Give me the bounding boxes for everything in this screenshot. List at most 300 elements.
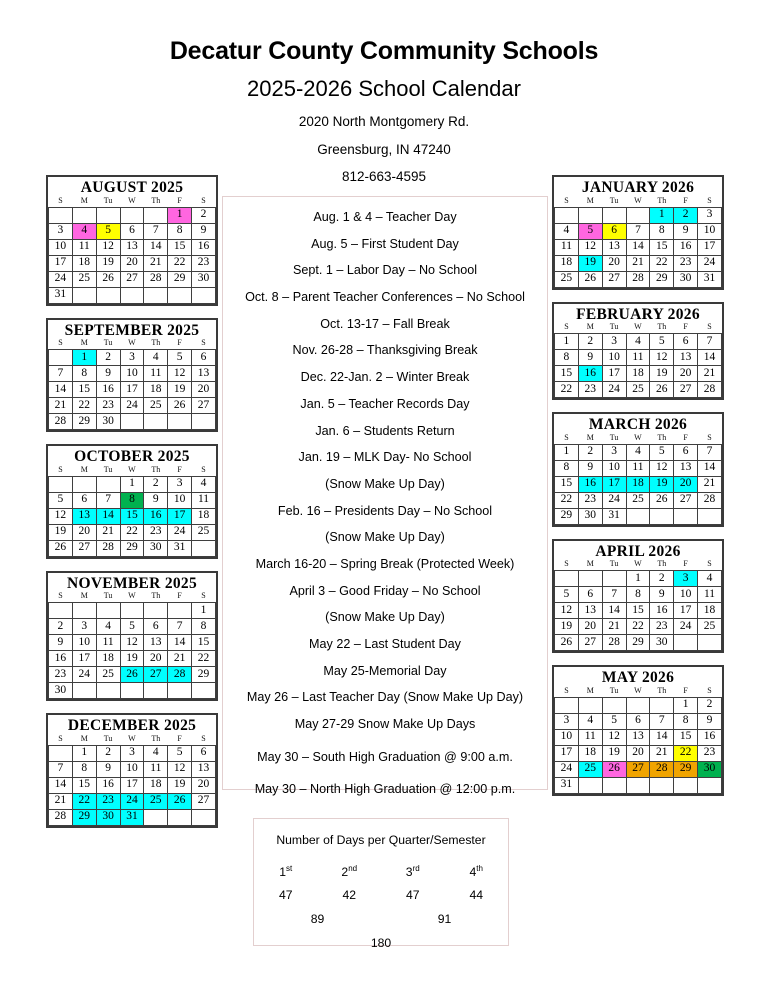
day-cell[interactable]: 7	[698, 444, 722, 460]
day-cell[interactable]: 7	[168, 619, 192, 635]
day-cell[interactable]: 16	[650, 603, 674, 619]
day-cell[interactable]: 25	[626, 492, 650, 508]
day-cell[interactable]: 28	[698, 382, 722, 398]
day-cell[interactable]: 28	[49, 414, 73, 430]
day-cell[interactable]: 25	[72, 271, 96, 287]
day-cell[interactable]: 12	[49, 508, 73, 524]
day-cell-highlight-orange[interactable]: 28	[650, 761, 674, 777]
day-cell[interactable]: 12	[650, 350, 674, 366]
day-cell[interactable]: 6	[674, 334, 698, 350]
day-cell[interactable]: 5	[168, 745, 192, 761]
day-cell[interactable]: 4	[192, 476, 216, 492]
day-cell[interactable]: 1	[192, 603, 216, 619]
day-cell[interactable]: 12	[555, 603, 579, 619]
day-cell[interactable]: 20	[192, 777, 216, 793]
day-cell-highlight-cyan[interactable]: 1	[650, 207, 674, 223]
day-cell-highlight-cyan[interactable]: 28	[168, 667, 192, 683]
day-cell[interactable]: 3	[120, 350, 144, 366]
day-cell[interactable]: 14	[626, 239, 650, 255]
day-cell[interactable]: 26	[49, 540, 73, 556]
day-cell[interactable]: 9	[144, 492, 168, 508]
day-cell[interactable]: 15	[72, 777, 96, 793]
day-cell-highlight-cyan[interactable]: 23	[96, 793, 120, 809]
day-cell[interactable]: 29	[626, 635, 650, 651]
day-cell[interactable]: 22	[555, 492, 579, 508]
day-cell-highlight-green[interactable]: 30	[698, 761, 722, 777]
day-cell[interactable]: 11	[96, 635, 120, 651]
day-cell-highlight-cyan[interactable]: 16	[578, 476, 602, 492]
day-cell[interactable]: 7	[96, 492, 120, 508]
day-cell-highlight-cyan[interactable]: 19	[578, 255, 602, 271]
day-cell[interactable]: 12	[578, 239, 602, 255]
day-cell[interactable]: 31	[555, 777, 579, 793]
day-cell[interactable]: 7	[650, 713, 674, 729]
day-cell[interactable]: 13	[192, 761, 216, 777]
day-cell[interactable]: 7	[49, 366, 73, 382]
day-cell[interactable]: 1	[626, 571, 650, 587]
day-cell[interactable]: 11	[626, 460, 650, 476]
day-cell[interactable]: 3	[120, 745, 144, 761]
day-cell[interactable]: 22	[168, 255, 192, 271]
day-cell[interactable]: 29	[168, 271, 192, 287]
day-cell[interactable]: 4	[578, 713, 602, 729]
day-cell[interactable]: 19	[96, 255, 120, 271]
day-cell[interactable]: 13	[192, 366, 216, 382]
day-cell[interactable]: 28	[626, 271, 650, 287]
day-cell[interactable]: 30	[144, 540, 168, 556]
day-cell[interactable]: 16	[192, 239, 216, 255]
day-cell[interactable]: 24	[602, 382, 626, 398]
day-cell[interactable]: 7	[626, 223, 650, 239]
day-cell[interactable]: 27	[674, 382, 698, 398]
day-cell-highlight-magenta[interactable]: 1	[168, 207, 192, 223]
day-cell[interactable]: 2	[578, 444, 602, 460]
day-cell[interactable]: 9	[650, 587, 674, 603]
day-cell-highlight-cyan[interactable]: 30	[96, 809, 120, 825]
day-cell[interactable]: 15	[192, 635, 216, 651]
day-cell-highlight-magenta[interactable]: 5	[578, 223, 602, 239]
day-cell[interactable]: 4	[96, 619, 120, 635]
day-cell[interactable]: 8	[168, 223, 192, 239]
day-cell[interactable]: 19	[168, 777, 192, 793]
day-cell[interactable]: 4	[144, 745, 168, 761]
day-cell[interactable]: 19	[168, 382, 192, 398]
day-cell[interactable]: 4	[626, 334, 650, 350]
day-cell[interactable]: 20	[602, 255, 626, 271]
day-cell[interactable]: 27	[120, 271, 144, 287]
day-cell[interactable]: 21	[49, 793, 73, 809]
day-cell[interactable]: 14	[650, 729, 674, 745]
day-cell[interactable]: 17	[120, 382, 144, 398]
day-cell[interactable]: 21	[602, 619, 626, 635]
day-cell-highlight-cyan[interactable]: 26	[168, 793, 192, 809]
day-cell-highlight-yellow[interactable]: 5	[96, 223, 120, 239]
day-cell[interactable]: 10	[602, 350, 626, 366]
day-cell-highlight-cyan[interactable]: 27	[144, 667, 168, 683]
day-cell[interactable]: 18	[144, 382, 168, 398]
day-cell-highlight-yellow[interactable]: 6	[602, 223, 626, 239]
day-cell[interactable]: 9	[96, 761, 120, 777]
day-cell[interactable]: 24	[120, 398, 144, 414]
day-cell-highlight-cyan[interactable]: 13	[72, 508, 96, 524]
day-cell[interactable]: 23	[578, 382, 602, 398]
day-cell[interactable]: 29	[72, 414, 96, 430]
day-cell-highlight-cyan[interactable]: 29	[72, 809, 96, 825]
day-cell[interactable]: 17	[602, 366, 626, 382]
day-cell[interactable]: 11	[626, 350, 650, 366]
day-cell[interactable]: 13	[674, 460, 698, 476]
day-cell-highlight-orange[interactable]: 29	[674, 761, 698, 777]
day-cell[interactable]: 26	[578, 271, 602, 287]
day-cell[interactable]: 26	[650, 382, 674, 398]
day-cell[interactable]: 10	[120, 761, 144, 777]
day-cell-highlight-cyan[interactable]: 2	[674, 207, 698, 223]
day-cell-highlight-cyan[interactable]: 26	[120, 667, 144, 683]
day-cell[interactable]: 30	[578, 508, 602, 524]
day-cell[interactable]: 18	[626, 366, 650, 382]
day-cell[interactable]: 30	[192, 271, 216, 287]
day-cell[interactable]: 15	[72, 382, 96, 398]
day-cell[interactable]: 12	[96, 239, 120, 255]
day-cell[interactable]: 8	[72, 366, 96, 382]
day-cell[interactable]: 30	[96, 414, 120, 430]
day-cell[interactable]: 22	[120, 524, 144, 540]
day-cell[interactable]: 12	[602, 729, 626, 745]
day-cell[interactable]: 5	[120, 619, 144, 635]
day-cell[interactable]: 31	[168, 540, 192, 556]
day-cell[interactable]: 5	[602, 713, 626, 729]
day-cell[interactable]: 13	[120, 239, 144, 255]
day-cell[interactable]: 10	[72, 635, 96, 651]
day-cell[interactable]: 14	[144, 239, 168, 255]
day-cell[interactable]: 11	[72, 239, 96, 255]
day-cell[interactable]: 18	[96, 651, 120, 667]
day-cell[interactable]: 15	[555, 476, 579, 492]
day-cell[interactable]: 14	[698, 350, 722, 366]
day-cell[interactable]: 22	[555, 382, 579, 398]
day-cell[interactable]: 15	[650, 239, 674, 255]
day-cell-highlight-cyan[interactable]: 16	[144, 508, 168, 524]
day-cell[interactable]: 20	[144, 651, 168, 667]
day-cell[interactable]: 16	[49, 651, 73, 667]
day-cell[interactable]: 8	[650, 223, 674, 239]
day-cell[interactable]: 29	[555, 508, 579, 524]
day-cell[interactable]: 16	[96, 777, 120, 793]
day-cell[interactable]: 20	[674, 366, 698, 382]
day-cell[interactable]: 27	[192, 398, 216, 414]
day-cell[interactable]: 20	[192, 382, 216, 398]
day-cell-highlight-cyan[interactable]: 25	[578, 761, 602, 777]
day-cell-highlight-cyan[interactable]: 17	[602, 476, 626, 492]
day-cell[interactable]: 19	[555, 619, 579, 635]
day-cell[interactable]: 2	[144, 476, 168, 492]
day-cell[interactable]: 9	[578, 460, 602, 476]
day-cell[interactable]: 5	[555, 587, 579, 603]
day-cell[interactable]: 26	[555, 635, 579, 651]
day-cell[interactable]: 4	[698, 571, 722, 587]
day-cell[interactable]: 4	[144, 350, 168, 366]
day-cell[interactable]: 26	[168, 398, 192, 414]
day-cell[interactable]: 23	[192, 255, 216, 271]
day-cell[interactable]: 20	[120, 255, 144, 271]
day-cell[interactable]: 20	[626, 745, 650, 761]
day-cell[interactable]: 11	[192, 492, 216, 508]
day-cell[interactable]: 6	[144, 619, 168, 635]
day-cell[interactable]: 13	[578, 603, 602, 619]
day-cell[interactable]: 3	[555, 713, 579, 729]
day-cell[interactable]: 17	[120, 777, 144, 793]
day-cell[interactable]: 6	[192, 350, 216, 366]
day-cell[interactable]: 30	[49, 683, 73, 699]
day-cell[interactable]: 25	[555, 271, 579, 287]
day-cell[interactable]: 28	[602, 635, 626, 651]
day-cell-highlight-magenta[interactable]: 4	[72, 223, 96, 239]
day-cell[interactable]: 21	[168, 651, 192, 667]
day-cell[interactable]: 21	[650, 745, 674, 761]
day-cell[interactable]: 23	[698, 745, 722, 761]
day-cell[interactable]: 10	[120, 366, 144, 382]
day-cell[interactable]: 28	[698, 492, 722, 508]
day-cell[interactable]: 1	[555, 444, 579, 460]
day-cell-highlight-cyan[interactable]: 20	[674, 476, 698, 492]
day-cell[interactable]: 5	[49, 492, 73, 508]
day-cell[interactable]: 8	[555, 350, 579, 366]
day-cell-highlight-cyan[interactable]: 18	[626, 476, 650, 492]
day-cell-highlight-cyan[interactable]: 14	[96, 508, 120, 524]
day-cell[interactable]: 25	[144, 398, 168, 414]
day-cell[interactable]: 27	[674, 492, 698, 508]
day-cell[interactable]: 6	[72, 492, 96, 508]
day-cell[interactable]: 24	[602, 492, 626, 508]
day-cell[interactable]: 22	[72, 398, 96, 414]
day-cell[interactable]: 11	[698, 587, 722, 603]
day-cell[interactable]: 1	[674, 697, 698, 713]
day-cell[interactable]: 24	[49, 271, 73, 287]
day-cell[interactable]: 3	[168, 476, 192, 492]
day-cell[interactable]: 11	[578, 729, 602, 745]
day-cell[interactable]: 13	[602, 239, 626, 255]
day-cell[interactable]: 9	[674, 223, 698, 239]
day-cell[interactable]: 7	[49, 761, 73, 777]
day-cell-highlight-cyan[interactable]: 31	[120, 809, 144, 825]
day-cell[interactable]: 15	[626, 603, 650, 619]
day-cell[interactable]: 11	[144, 761, 168, 777]
day-cell[interactable]: 24	[72, 667, 96, 683]
day-cell[interactable]: 2	[96, 350, 120, 366]
day-cell-highlight-cyan[interactable]: 16	[578, 366, 602, 382]
day-cell[interactable]: 15	[168, 239, 192, 255]
day-cell[interactable]: 3	[49, 223, 73, 239]
day-cell-highlight-cyan[interactable]: 1	[72, 350, 96, 366]
day-cell[interactable]: 18	[555, 255, 579, 271]
day-cell[interactable]: 27	[578, 635, 602, 651]
day-cell[interactable]: 31	[698, 271, 722, 287]
day-cell[interactable]: 19	[602, 745, 626, 761]
day-cell[interactable]: 23	[144, 524, 168, 540]
day-cell[interactable]: 17	[555, 745, 579, 761]
day-cell[interactable]: 3	[698, 207, 722, 223]
day-cell[interactable]: 3	[602, 334, 626, 350]
day-cell[interactable]: 12	[650, 460, 674, 476]
day-cell[interactable]: 1	[120, 476, 144, 492]
day-cell[interactable]: 27	[72, 540, 96, 556]
day-cell[interactable]: 9	[578, 350, 602, 366]
day-cell[interactable]: 25	[96, 667, 120, 683]
day-cell[interactable]: 15	[674, 729, 698, 745]
day-cell[interactable]: 28	[49, 809, 73, 825]
day-cell[interactable]: 31	[602, 508, 626, 524]
day-cell[interactable]: 19	[49, 524, 73, 540]
day-cell[interactable]: 9	[49, 635, 73, 651]
day-cell[interactable]: 2	[698, 697, 722, 713]
day-cell[interactable]: 7	[698, 334, 722, 350]
day-cell[interactable]: 3	[602, 444, 626, 460]
day-cell[interactable]: 2	[96, 745, 120, 761]
day-cell[interactable]: 21	[626, 255, 650, 271]
day-cell[interactable]: 23	[578, 492, 602, 508]
day-cell[interactable]: 17	[674, 603, 698, 619]
day-cell[interactable]: 23	[96, 398, 120, 414]
day-cell[interactable]: 7	[144, 223, 168, 239]
day-cell[interactable]: 5	[650, 334, 674, 350]
day-cell-highlight-magenta[interactable]: 26	[602, 761, 626, 777]
day-cell[interactable]: 25	[698, 619, 722, 635]
day-cell[interactable]: 27	[192, 793, 216, 809]
day-cell[interactable]: 10	[674, 587, 698, 603]
day-cell[interactable]: 9	[698, 713, 722, 729]
day-cell-highlight-green[interactable]: 8	[120, 492, 144, 508]
day-cell-highlight-cyan[interactable]: 22	[72, 793, 96, 809]
day-cell[interactable]: 7	[602, 587, 626, 603]
day-cell[interactable]: 23	[650, 619, 674, 635]
day-cell[interactable]: 2	[578, 334, 602, 350]
day-cell[interactable]: 22	[650, 255, 674, 271]
day-cell[interactable]: 17	[698, 239, 722, 255]
day-cell-highlight-cyan[interactable]: 17	[168, 508, 192, 524]
day-cell[interactable]: 4	[555, 223, 579, 239]
day-cell[interactable]: 10	[602, 460, 626, 476]
day-cell[interactable]: 14	[49, 777, 73, 793]
day-cell[interactable]: 5	[168, 350, 192, 366]
day-cell[interactable]: 17	[72, 651, 96, 667]
day-cell[interactable]: 10	[168, 492, 192, 508]
day-cell-highlight-cyan[interactable]: 3	[674, 571, 698, 587]
day-cell[interactable]: 26	[96, 271, 120, 287]
day-cell[interactable]: 12	[168, 761, 192, 777]
day-cell[interactable]: 21	[49, 398, 73, 414]
day-cell[interactable]: 6	[626, 713, 650, 729]
day-cell[interactable]: 15	[555, 366, 579, 382]
day-cell[interactable]: 12	[120, 635, 144, 651]
day-cell-highlight-cyan[interactable]: 25	[144, 793, 168, 809]
day-cell[interactable]: 2	[192, 207, 216, 223]
day-cell[interactable]: 26	[650, 492, 674, 508]
day-cell[interactable]: 18	[72, 255, 96, 271]
day-cell[interactable]: 14	[168, 635, 192, 651]
day-cell[interactable]: 24	[674, 619, 698, 635]
day-cell[interactable]: 1	[72, 745, 96, 761]
day-cell[interactable]: 16	[698, 729, 722, 745]
day-cell[interactable]: 18	[698, 603, 722, 619]
day-cell[interactable]: 29	[650, 271, 674, 287]
day-cell[interactable]: 21	[96, 524, 120, 540]
day-cell[interactable]: 16	[96, 382, 120, 398]
day-cell[interactable]: 5	[650, 444, 674, 460]
day-cell[interactable]: 28	[96, 540, 120, 556]
day-cell[interactable]: 6	[578, 587, 602, 603]
day-cell[interactable]: 25	[192, 524, 216, 540]
day-cell[interactable]: 30	[674, 271, 698, 287]
day-cell[interactable]: 22	[626, 619, 650, 635]
day-cell[interactable]: 13	[626, 729, 650, 745]
day-cell-highlight-yellow[interactable]: 22	[674, 745, 698, 761]
day-cell[interactable]: 24	[698, 255, 722, 271]
day-cell[interactable]: 22	[192, 651, 216, 667]
day-cell[interactable]: 13	[144, 635, 168, 651]
day-cell[interactable]: 24	[555, 761, 579, 777]
day-cell[interactable]: 25	[626, 382, 650, 398]
day-cell[interactable]: 10	[555, 729, 579, 745]
day-cell[interactable]: 11	[555, 239, 579, 255]
day-cell[interactable]: 23	[674, 255, 698, 271]
day-cell[interactable]: 8	[674, 713, 698, 729]
day-cell[interactable]: 21	[698, 476, 722, 492]
day-cell[interactable]: 9	[192, 223, 216, 239]
day-cell[interactable]: 24	[168, 524, 192, 540]
day-cell[interactable]: 18	[192, 508, 216, 524]
day-cell[interactable]: 1	[555, 334, 579, 350]
day-cell[interactable]: 21	[144, 255, 168, 271]
day-cell[interactable]: 6	[674, 444, 698, 460]
day-cell-highlight-orange[interactable]: 27	[626, 761, 650, 777]
day-cell[interactable]: 19	[650, 366, 674, 382]
day-cell-highlight-cyan[interactable]: 19	[650, 476, 674, 492]
day-cell[interactable]: 16	[674, 239, 698, 255]
day-cell[interactable]: 6	[192, 745, 216, 761]
day-cell[interactable]: 17	[49, 255, 73, 271]
day-cell[interactable]: 8	[192, 619, 216, 635]
day-cell[interactable]: 14	[698, 460, 722, 476]
day-cell[interactable]: 12	[168, 366, 192, 382]
day-cell[interactable]: 28	[144, 271, 168, 287]
day-cell[interactable]: 30	[650, 635, 674, 651]
day-cell-highlight-cyan[interactable]: 15	[120, 508, 144, 524]
day-cell[interactable]: 20	[578, 619, 602, 635]
day-cell[interactable]: 29	[120, 540, 144, 556]
day-cell[interactable]: 18	[578, 745, 602, 761]
day-cell[interactable]: 18	[144, 777, 168, 793]
day-cell[interactable]: 14	[49, 382, 73, 398]
day-cell[interactable]: 23	[49, 667, 73, 683]
day-cell[interactable]: 14	[602, 603, 626, 619]
day-cell[interactable]: 8	[555, 460, 579, 476]
day-cell[interactable]: 13	[674, 350, 698, 366]
day-cell[interactable]: 3	[72, 619, 96, 635]
day-cell[interactable]: 10	[49, 239, 73, 255]
day-cell[interactable]: 9	[96, 366, 120, 382]
day-cell[interactable]: 19	[120, 651, 144, 667]
day-cell[interactable]: 8	[626, 587, 650, 603]
day-cell[interactable]: 11	[144, 366, 168, 382]
day-cell[interactable]: 10	[698, 223, 722, 239]
day-cell[interactable]: 2	[49, 619, 73, 635]
day-cell[interactable]: 2	[650, 571, 674, 587]
day-cell[interactable]: 6	[120, 223, 144, 239]
day-cell[interactable]: 31	[49, 287, 73, 303]
day-cell-highlight-cyan[interactable]: 24	[120, 793, 144, 809]
day-cell[interactable]: 29	[192, 667, 216, 683]
day-cell[interactable]: 27	[602, 271, 626, 287]
